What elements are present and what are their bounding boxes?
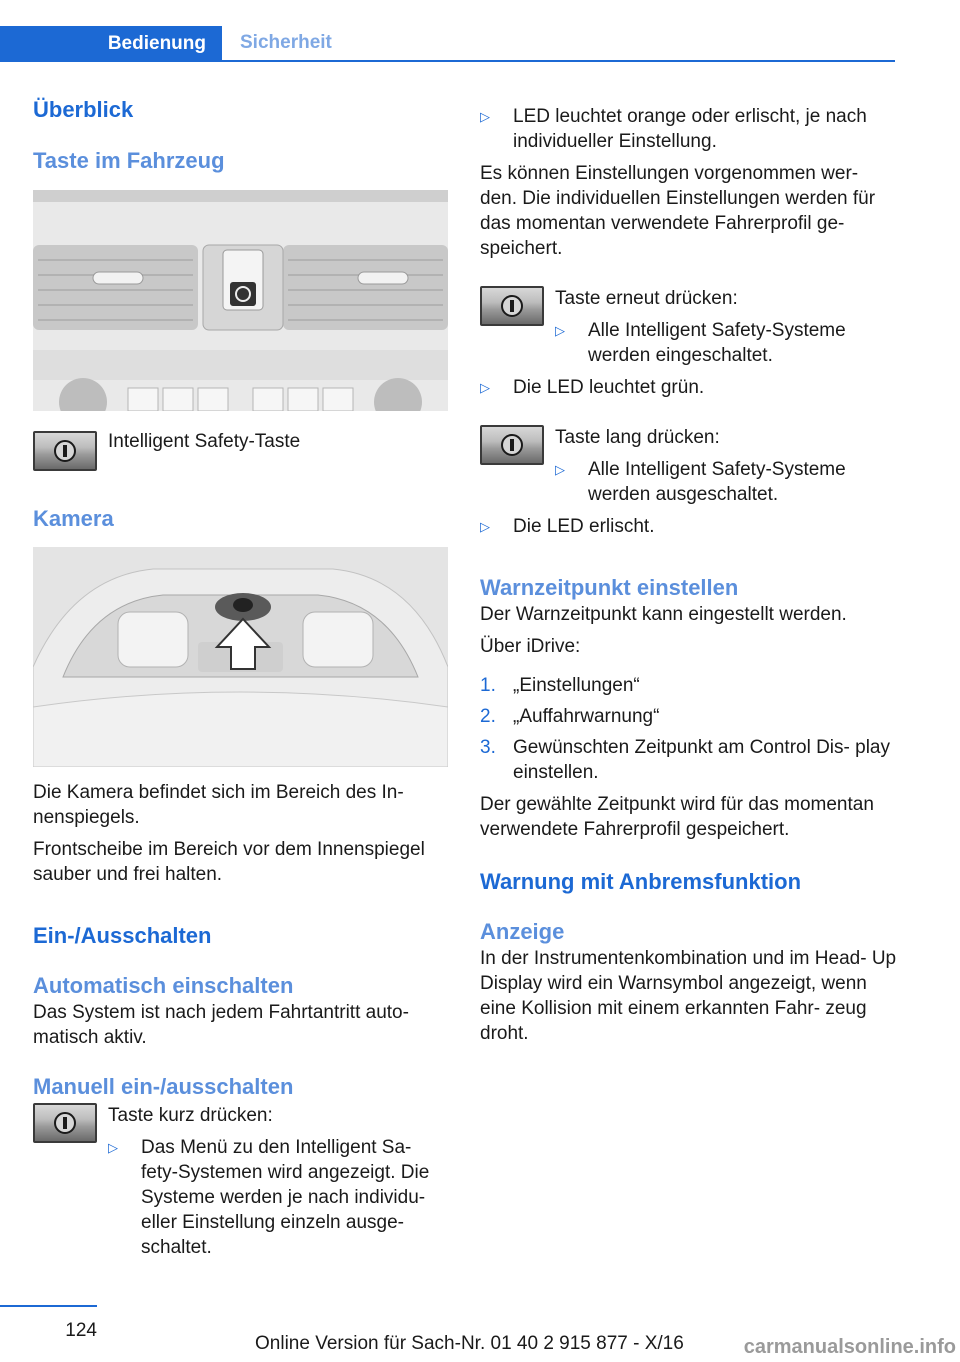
page-number: 124	[65, 1320, 97, 1341]
dashboard-photo	[33, 190, 448, 411]
list-item	[480, 673, 898, 698]
list-item	[108, 1135, 453, 1260]
triangle-bullet-icon: ▷	[108, 1140, 118, 1155]
triangle-bullet-icon: ▷	[555, 462, 565, 477]
all-systems-on-text: Alle Intelligent Safety-Systeme werden eingeschaltet.	[588, 320, 846, 366]
list-item	[480, 735, 898, 785]
all-systems-off-text: Alle Intelligent Safety-Systeme werden ausgeschaltet.	[588, 459, 846, 505]
step-text: „Einstellungen“	[513, 674, 640, 696]
press-short-label: Taste kurz drücken:	[108, 1105, 273, 1126]
button-caption: Intelligent Safety-Taste	[108, 431, 301, 452]
right-column	[480, 96, 898, 1046]
press-short-row	[33, 1103, 448, 1260]
display-text: In der Instrumentenkombination und im Head- Up Display wird ein Warnsymbol angezeigt, wenn eine Kollision mit einem erkannten Fahr‐ zeug droht.	[480, 947, 897, 1044]
idrive-label: Über iDrive:	[480, 635, 581, 657]
intelligent-safety-button-icon	[33, 431, 97, 471]
heading-manual-on-off: Manuell ein-/ausschalten	[33, 1073, 294, 1099]
settings-text: Es können Einstellungen vorgenommen wer‐ den. Die individuellen Einstellungen werden für das momentan verwendete Fahrerprofil ge‐ speichert.	[480, 163, 876, 259]
left-column	[33, 96, 448, 1260]
list-item	[480, 514, 898, 539]
list-item	[555, 318, 888, 368]
short-press-result: Das Menü zu den Intelligent Sa‐ fety-Systemen wird angezeigt. Die Systeme werden je nach individu‐ eller Einstellung einzeln ausge‐ schaltet.	[141, 1137, 430, 1258]
led-orange-text: LED leuchtet orange oder erlischt, je nach individueller Einstellung.	[513, 106, 867, 152]
list-item	[555, 457, 888, 507]
footer-rule	[0, 1305, 97, 1307]
step-number: 1.	[480, 674, 496, 696]
list-item	[480, 375, 898, 400]
list-item	[480, 104, 898, 154]
tab-sicherheit[interactable]: Sicherheit	[240, 32, 332, 53]
warning-time-text: Der Warnzeitpunkt kann eingestellt werden.	[480, 603, 847, 625]
triangle-bullet-icon: ▷	[480, 109, 490, 124]
heading-on-off: Ein-/Ausschalten	[33, 922, 212, 948]
heading-overview: Überblick	[33, 97, 134, 122]
step-number: 3.	[480, 736, 496, 758]
idrive-steps	[480, 673, 898, 785]
heading-auto-on: Automatisch einschalten	[33, 973, 294, 998]
header-rule	[0, 60, 895, 62]
heading-camera: Kamera	[33, 506, 114, 531]
list-item	[480, 704, 898, 729]
header-tabs	[0, 26, 895, 62]
camera-clean-text: Frontscheibe im Bereich vor dem Innenspiegel sauber und frei halten.	[33, 838, 425, 885]
camera-photo	[33, 547, 448, 767]
heading-brake-warning: Warnung mit Anbremsfunktion	[480, 868, 802, 894]
step-number: 2.	[480, 705, 496, 727]
intelligent-safety-button-icon	[480, 286, 544, 326]
step-text: „Auffahrwarnung“	[513, 705, 660, 727]
camera-location-text: Die Kamera befindet sich im Bereich des In‐ nenspiegels.	[33, 781, 404, 828]
triangle-bullet-icon: ▷	[480, 519, 490, 534]
led-green-text: Die LED leuchtet grün.	[513, 377, 705, 398]
footer-version: Online Version für Sach-Nr. 01 40 2 915 877 - X/16	[255, 1333, 684, 1354]
press-again-label: Taste erneut drücken:	[555, 288, 738, 309]
press-long-row	[480, 425, 898, 507]
press-again-row	[480, 286, 898, 368]
auto-on-text: Das System ist nach jedem Fahrtantritt auto‐ matisch aktiv.	[33, 1001, 409, 1048]
button-caption-row	[33, 431, 448, 471]
watermark: carmanualsonline.info	[743, 1336, 956, 1358]
led-off-text: Die LED erlischt.	[513, 516, 655, 537]
intelligent-safety-button-icon	[480, 425, 544, 465]
saved-text: Der gewählte Zeitpunkt wird für das momentan verwendete Fahrerprofil gespeichert.	[480, 793, 874, 840]
heading-warning-time: Warnzeitpunkt einstellen	[480, 575, 739, 600]
tab-bedienung[interactable]: Bedienung	[0, 26, 222, 62]
press-long-label: Taste lang drücken:	[555, 427, 720, 448]
triangle-bullet-icon: ▷	[480, 380, 490, 395]
triangle-bullet-icon: ▷	[555, 323, 565, 338]
intelligent-safety-button-icon	[33, 1103, 97, 1143]
step-text: Gewünschten Zeitpunkt am Control Dis‐ play einstellen.	[513, 736, 890, 783]
heading-button-in-vehicle: Taste im Fahrzeug	[33, 147, 225, 173]
heading-display: Anzeige	[480, 919, 565, 944]
